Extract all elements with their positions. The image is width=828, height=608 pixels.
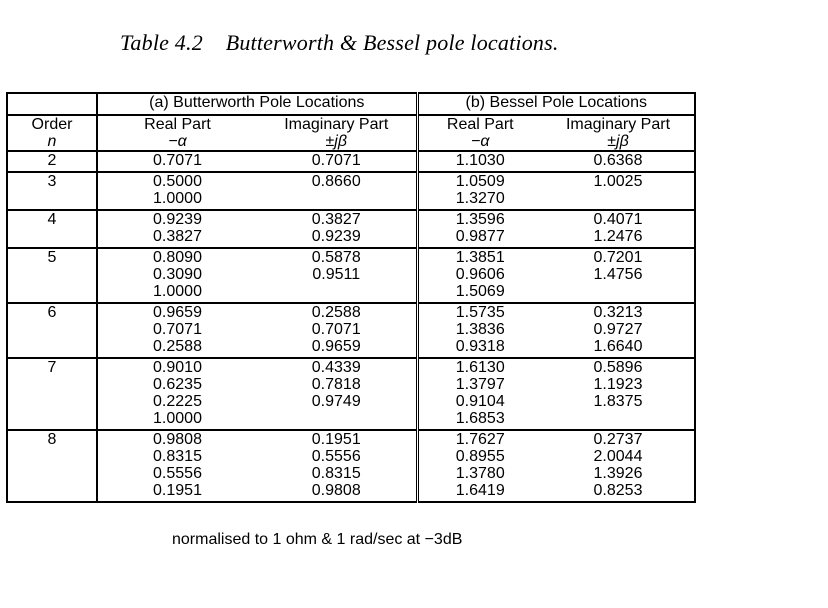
table-footnote: normalised to 1 ohm & 1 rad/sec at −3dB <box>172 531 463 548</box>
pole-value: 0.2737 <box>593 431 643 448</box>
pole-value: 1.6419 <box>455 482 505 499</box>
bs-imag-cell <box>542 248 695 303</box>
table-row <box>7 358 695 430</box>
pole-value: 0.3827 <box>311 211 361 228</box>
pole-value: 0.5878 <box>311 249 361 266</box>
pole-value: 1.0000 <box>153 190 202 207</box>
table-caption: Table 4.2 Butterworth & Bessel pole locations. <box>120 30 559 55</box>
bs-real-header <box>417 115 542 151</box>
pole-locations-table <box>6 92 696 503</box>
pole-value: 0.7071 <box>153 321 202 338</box>
order-header-label: Order <box>31 116 73 133</box>
pole-value: 0.9808 <box>311 482 361 499</box>
bs-imag-cell <box>542 358 695 430</box>
butterworth-group-header: (a) Butterworth Pole Locations <box>97 93 417 115</box>
pole-value: 0.5896 <box>593 359 643 376</box>
pole-value: 1.5735 <box>455 304 505 321</box>
order-cell: 7 <box>7 358 97 430</box>
pole-value: 0.9659 <box>311 338 361 355</box>
group-header-empty <box>7 93 97 115</box>
pole-value: 0.9659 <box>153 304 202 321</box>
pole-value: 0.9318 <box>455 338 505 355</box>
pole-value: 1.3797 <box>455 376 505 393</box>
pole-value: 0.5000 <box>153 173 202 190</box>
pole-value: 0.3090 <box>153 266 202 283</box>
pole-value: 0.4339 <box>311 359 361 376</box>
bs-imag-cell <box>542 210 695 248</box>
order-cell: 5 <box>7 248 97 303</box>
pole-value: 0.1951 <box>153 482 202 499</box>
pole-value: 0.7071 <box>311 321 361 338</box>
order-cell: 3 <box>7 172 97 210</box>
column-header-row <box>7 115 695 151</box>
pole-value: 0.8955 <box>455 448 505 465</box>
bs-real-cell <box>417 303 542 358</box>
pole-value: 0.8315 <box>311 465 361 482</box>
pole-value: 0.7201 <box>593 249 643 266</box>
pole-value: 0.8315 <box>153 448 202 465</box>
pole-value: 0.9877 <box>455 228 505 245</box>
pole-value: 0.9606 <box>455 266 505 283</box>
order-header-symbol: n <box>47 133 57 150</box>
pole-value: 1.3596 <box>455 211 505 228</box>
bw-real-header <box>97 115 257 151</box>
pole-value: 0.9239 <box>311 228 361 245</box>
bw-real-cell <box>97 172 257 210</box>
table-row <box>7 151 695 172</box>
bs-real-cell <box>417 151 542 172</box>
pole-value: 1.0509 <box>455 173 505 190</box>
bs-real-cell <box>417 172 542 210</box>
order-cell: 6 <box>7 303 97 358</box>
pole-value: 0.2588 <box>311 304 361 321</box>
pole-value: 0.5556 <box>311 448 361 465</box>
bs-real-header-symbol: −α <box>471 133 490 150</box>
bs-real-cell <box>417 248 542 303</box>
bw-real-cell <box>97 303 257 358</box>
pole-value: 1.4756 <box>593 266 643 283</box>
bs-imag-cell <box>542 151 695 172</box>
pole-value: 1.1030 <box>455 152 505 169</box>
pole-value: 0.7071 <box>311 152 361 169</box>
pole-value: 1.2476 <box>593 228 643 245</box>
pole-value: 0.9749 <box>311 393 361 410</box>
bw-imag-header <box>257 115 417 151</box>
pole-value: 0.6368 <box>593 152 643 169</box>
bs-imag-header <box>542 115 695 151</box>
bs-imag-cell <box>542 303 695 358</box>
bs-imag-cell <box>542 172 695 210</box>
bw-real-cell <box>97 358 257 430</box>
bw-real-cell <box>97 151 257 172</box>
bw-imag-header-symbol: ±jβ <box>325 133 347 150</box>
pole-value: 0.2588 <box>153 338 202 355</box>
pole-value: 2.0044 <box>593 448 643 465</box>
pole-value: 1.6853 <box>455 410 505 427</box>
pole-value: 0.1951 <box>311 431 361 448</box>
bw-imag-cell <box>257 303 417 358</box>
order-cell: 8 <box>7 430 97 502</box>
pole-value: 0.4071 <box>593 211 643 228</box>
bw-imag-cell <box>257 172 417 210</box>
table-row <box>7 430 695 502</box>
bw-imag-cell <box>257 358 417 430</box>
order-cell: 2 <box>7 151 97 172</box>
pole-value: 1.3780 <box>455 465 505 482</box>
bw-real-cell <box>97 210 257 248</box>
order-cell: 4 <box>7 210 97 248</box>
pole-value: 1.3270 <box>455 190 505 207</box>
bw-imag-cell <box>257 151 417 172</box>
bs-real-cell <box>417 358 542 430</box>
bs-real-cell <box>417 430 542 502</box>
bw-real-header-label: Real Part <box>144 116 211 133</box>
pole-value: 1.0000 <box>153 283 202 300</box>
pole-value: 0.3213 <box>593 304 643 321</box>
table-body <box>7 151 695 502</box>
table-row <box>7 303 695 358</box>
pole-value: 0.7818 <box>311 376 361 393</box>
group-header-row <box>7 93 695 115</box>
pole-value: 1.1923 <box>593 376 643 393</box>
table-row <box>7 210 695 248</box>
bs-imag-header-label: Imaginary Part <box>565 116 671 133</box>
bs-imag-header-symbol: ±jβ <box>607 133 629 150</box>
pole-value: 0.2225 <box>153 393 202 410</box>
bs-real-cell <box>417 210 542 248</box>
pole-value: 0.8660 <box>311 173 361 190</box>
pole-value: 0.3827 <box>153 228 202 245</box>
pole-value: 0.9511 <box>312 266 361 283</box>
bw-imag-header-label: Imaginary Part <box>284 116 389 133</box>
pole-value: 1.3926 <box>593 465 643 482</box>
pole-value: 0.8253 <box>593 482 643 499</box>
order-header <box>7 115 97 151</box>
bw-imag-cell <box>257 248 417 303</box>
bw-real-cell <box>97 248 257 303</box>
pole-value: 0.5556 <box>153 465 202 482</box>
table-row <box>7 172 695 210</box>
pole-value: 1.3851 <box>455 249 505 266</box>
bw-imag-cell <box>257 210 417 248</box>
pole-value: 0.7071 <box>153 152 202 169</box>
pole-value: 0.6235 <box>153 376 202 393</box>
bw-real-header-symbol: −α <box>168 133 187 150</box>
pole-value: 1.6640 <box>593 338 643 355</box>
pole-value: 1.3836 <box>455 321 505 338</box>
pole-value: 1.5069 <box>455 283 505 300</box>
pole-value: 0.9727 <box>593 321 643 338</box>
bessel-group-header: (b) Bessel Pole Locations <box>417 93 695 115</box>
pole-value: 1.8375 <box>593 393 643 410</box>
pole-value: 0.9104 <box>455 393 505 410</box>
pole-value: 1.7627 <box>455 431 505 448</box>
pole-value: 0.9239 <box>153 211 202 228</box>
bw-imag-cell <box>257 430 417 502</box>
pole-value: 0.9808 <box>153 431 202 448</box>
pole-value: 0.8090 <box>153 249 202 266</box>
bw-real-cell <box>97 430 257 502</box>
bs-imag-cell <box>542 430 695 502</box>
pole-value: 1.0000 <box>153 410 202 427</box>
pole-value: 1.6130 <box>455 359 505 376</box>
table-row <box>7 248 695 303</box>
pole-value: 1.0025 <box>593 173 643 190</box>
pole-value: 0.9010 <box>153 359 202 376</box>
bs-real-header-label: Real Part <box>446 116 514 133</box>
